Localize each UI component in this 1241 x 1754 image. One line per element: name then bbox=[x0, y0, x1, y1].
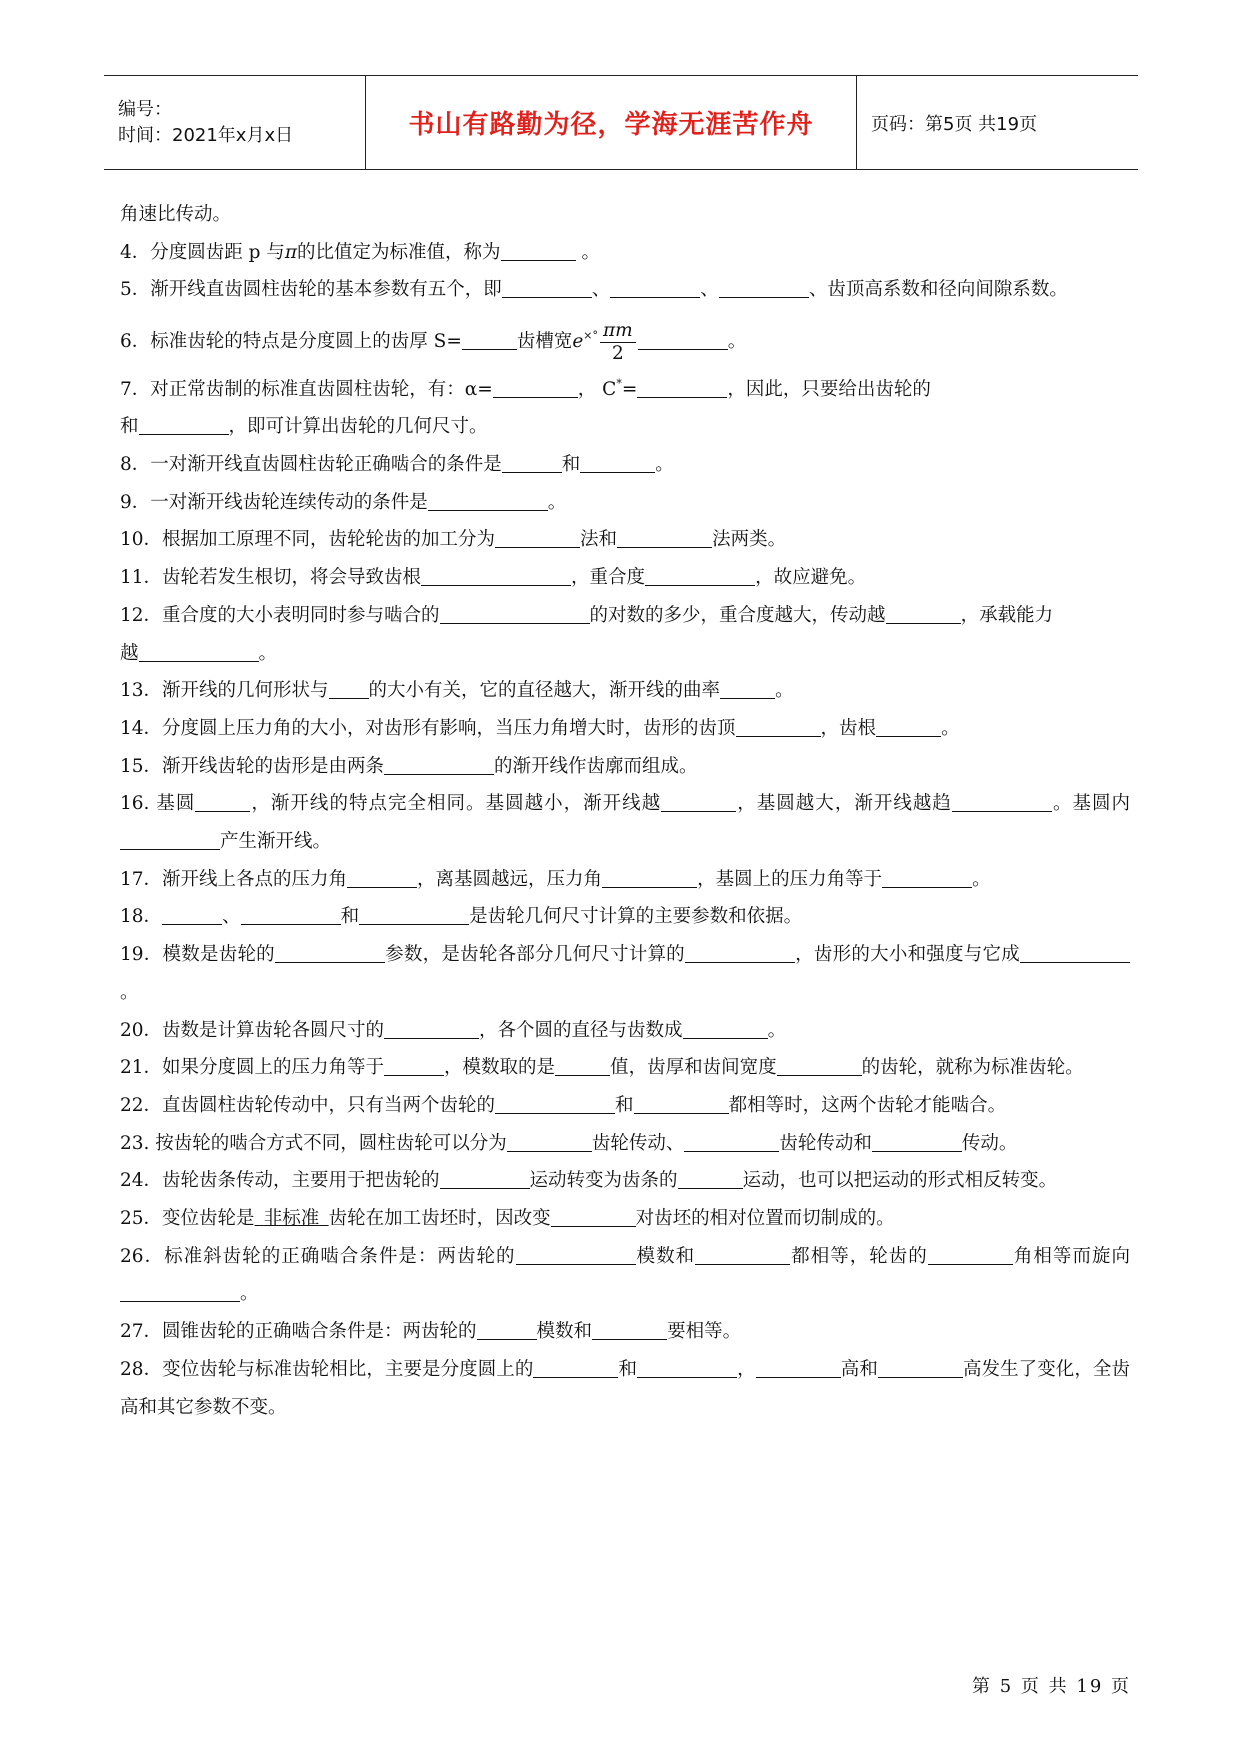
q4-text: 4．分度圆齿距 p 与 bbox=[120, 241, 285, 263]
blank[interactable] bbox=[661, 793, 736, 813]
page-footer: 第 5 页 共 19 页 bbox=[972, 1676, 1131, 1697]
blank[interactable] bbox=[876, 717, 941, 737]
blank[interactable] bbox=[777, 1057, 862, 1077]
blank[interactable] bbox=[120, 1283, 240, 1303]
question-25: 25．变位齿轮是 非标准 齿轮在加工齿坯时，因改变 对齿坯的相对位置而切制成的。 bbox=[120, 1208, 895, 1230]
blank[interactable] bbox=[720, 680, 775, 700]
question-17: 17．渐开线上各点的压力角 ，离基圆越远，压力角 ，基圆上的压力角等于 。 bbox=[120, 868, 991, 890]
question-14: 14．分度圆上压力角的大小，对齿形有影响，当压力角增大时，齿形的齿顶 ，齿根 。 bbox=[120, 717, 960, 739]
blank[interactable] bbox=[637, 1358, 737, 1378]
filled-answer: 非标准 bbox=[263, 1208, 320, 1230]
question-11: 11．齿轮若发生根切，将会导致齿根 ，重合度 ，故应避免。 bbox=[120, 567, 867, 589]
blank[interactable] bbox=[440, 604, 590, 624]
blank[interactable] bbox=[1020, 944, 1130, 964]
blank[interactable] bbox=[120, 831, 220, 851]
blank[interactable] bbox=[952, 793, 1052, 813]
blank[interactable] bbox=[507, 1132, 592, 1152]
blank[interactable] bbox=[502, 279, 592, 299]
blank[interactable] bbox=[555, 1057, 610, 1077]
blank[interactable] bbox=[495, 1094, 615, 1114]
q4-text: 。 bbox=[575, 241, 600, 263]
blank[interactable] bbox=[551, 1208, 636, 1228]
blank[interactable] bbox=[592, 1321, 667, 1341]
blank[interactable] bbox=[139, 642, 259, 662]
blank[interactable] bbox=[195, 793, 250, 813]
question-3-end: 角速比传动。 bbox=[120, 204, 232, 225]
blank[interactable] bbox=[872, 1132, 962, 1152]
blank[interactable] bbox=[384, 1019, 479, 1039]
blank[interactable] bbox=[275, 944, 385, 964]
blank[interactable] bbox=[495, 529, 580, 549]
question-27: 27．圆锥齿轮的正确啮合条件是：两齿轮的 模数和 要相等。 bbox=[120, 1321, 742, 1343]
blank[interactable] bbox=[493, 378, 578, 398]
blank[interactable] bbox=[162, 906, 222, 926]
blank[interactable] bbox=[645, 567, 755, 587]
blank[interactable] bbox=[347, 868, 417, 888]
question-8: 8．一对渐开线直齿圆柱齿轮正确啮合的条件是 和 。 bbox=[120, 454, 674, 476]
header-page-info bbox=[857, 76, 1138, 169]
blank[interactable] bbox=[462, 331, 517, 351]
blank[interactable] bbox=[384, 1057, 444, 1077]
header-meta bbox=[104, 76, 366, 169]
question-23: 23. 按齿轮的啮合方式不同，圆柱齿轮可以分为 齿轮传动、 齿轮传动和 传动。 bbox=[120, 1132, 1018, 1154]
blank[interactable] bbox=[477, 1321, 537, 1341]
blank[interactable] bbox=[516, 1245, 636, 1265]
question-4 bbox=[120, 234, 1130, 272]
question-22: 22．直齿圆柱齿轮传动中，只有当两个齿轮的 和 都相等时，这两个齿轮才能啮合。 bbox=[120, 1094, 1007, 1116]
blank[interactable] bbox=[139, 416, 229, 436]
motto: 书山有路勤为径，学海无涯苦作舟 bbox=[408, 110, 814, 140]
blank[interactable] bbox=[882, 868, 972, 888]
time-label: 时间：2021年x月x日 bbox=[118, 124, 294, 146]
formula-pi-m-over-2: $\frac{\pi m}{2}$ bbox=[600, 320, 636, 365]
header-motto-cell bbox=[366, 76, 857, 169]
blank[interactable] bbox=[610, 279, 700, 299]
blank[interactable] bbox=[736, 717, 821, 737]
question-19: 19．模数是齿轮的 参数，是齿轮各部分几何尺寸计算的 ，齿形的大小和强度与它成。 bbox=[120, 936, 1130, 1011]
question-7: 7．对正常齿制的标准直齿圆柱齿轮，有：α= ， C*= ，因此，只要给出齿轮的 和 ，即可计算出齿轮的几何尺寸。 bbox=[120, 376, 931, 438]
blank[interactable] bbox=[501, 241, 576, 261]
page-info: 页码：第5页 共19页 bbox=[871, 113, 1038, 135]
blank[interactable] bbox=[329, 680, 369, 700]
question-list bbox=[120, 196, 1130, 1426]
blank[interactable] bbox=[637, 378, 727, 398]
question-16: 16. 基圆 ，渐开线的特点完全相同。基圆越小，渐开线越 ，基圆越大，渐开线越趋 。基圆内产生渐开线。 bbox=[120, 793, 1130, 853]
blank[interactable] bbox=[580, 454, 655, 474]
question-26: 26．标准斜齿轮的正确啮合条件是：两齿轮的 模数和 都相等，轮齿的 角相等而旋向。 bbox=[120, 1245, 1130, 1305]
blank[interactable] bbox=[359, 906, 469, 926]
blank[interactable] bbox=[241, 906, 341, 926]
question-21: 21．如果分度圆上的压力角等于 ，模数取的是 值，齿厚和齿间宽度 的齿轮，就称为标准齿轮。 bbox=[120, 1057, 1084, 1079]
question-28: 28．变位齿轮与标准齿轮相比，主要是分度圆上的 和 ， 高和 高发生了变化，全齿高和其它参数不变。 bbox=[120, 1358, 1130, 1418]
question-20: 20．齿数是计算齿轮各圆尺寸的 ，各个圆的直径与齿数成 。 bbox=[120, 1019, 787, 1041]
q4-text: 的比值定为标准值，称为 bbox=[297, 241, 501, 263]
page-header bbox=[104, 75, 1138, 170]
blank[interactable] bbox=[878, 1358, 963, 1378]
question-15: 15．渐开线齿轮的齿形是由两条 的渐开线作齿廓而组成。 bbox=[120, 755, 698, 777]
blank[interactable] bbox=[683, 1019, 768, 1039]
blank[interactable] bbox=[684, 1132, 779, 1152]
blank[interactable] bbox=[502, 454, 562, 474]
number-label: 编号： bbox=[118, 98, 172, 120]
question-18: 18． 、 和 是齿轮几何尺寸计算的主要参数和依据。 bbox=[120, 906, 803, 928]
question-13: 13．渐开线的几何形状与 的大小有关，它的直径越大，渐开线的曲率 。 bbox=[120, 680, 794, 702]
blank[interactable] bbox=[440, 1170, 530, 1190]
blank[interactable] bbox=[428, 491, 548, 511]
question-12: 12．重合度的大小表明同时参与啮合的 的对数的多少，重合度越大，传动越 ，承载能力 越 。 bbox=[120, 604, 1054, 664]
blank[interactable] bbox=[685, 944, 795, 964]
blank[interactable] bbox=[928, 1245, 1013, 1265]
question-10: 10．根据加工原理不同，齿轮轮齿的加工分为 法和 法两类。 bbox=[120, 529, 787, 551]
pi-symbol: π bbox=[284, 241, 298, 263]
blank[interactable] bbox=[695, 1245, 790, 1265]
question-9: 9．一对渐开线齿轮连续传动的条件是 。 bbox=[120, 491, 567, 513]
blank[interactable] bbox=[634, 1094, 729, 1114]
blank[interactable] bbox=[384, 755, 494, 775]
question-5: 5．渐开线直齿圆柱齿轮的基本参数有五个，即 、 、 、齿顶高系数和径向间隙系数。 bbox=[120, 279, 1068, 301]
blank[interactable] bbox=[533, 1358, 618, 1378]
blank[interactable] bbox=[886, 604, 961, 624]
blank[interactable] bbox=[638, 331, 728, 351]
question-6: 6．标准齿轮的特点是分度圆上的齿厚 S= 齿槽宽e×° $\frac{\pi m}{2}$ 。 bbox=[120, 319, 747, 364]
blank[interactable] bbox=[617, 529, 712, 549]
question-24: 24．齿轮齿条传动，主要用于把齿轮的 运动转变为齿条的 运动，也可以把运动的形式相反转变。 bbox=[120, 1170, 1058, 1192]
blank[interactable] bbox=[756, 1358, 841, 1378]
blank[interactable] bbox=[678, 1170, 743, 1190]
blank[interactable] bbox=[719, 279, 809, 299]
blank[interactable] bbox=[421, 567, 571, 587]
blank[interactable] bbox=[602, 868, 697, 888]
